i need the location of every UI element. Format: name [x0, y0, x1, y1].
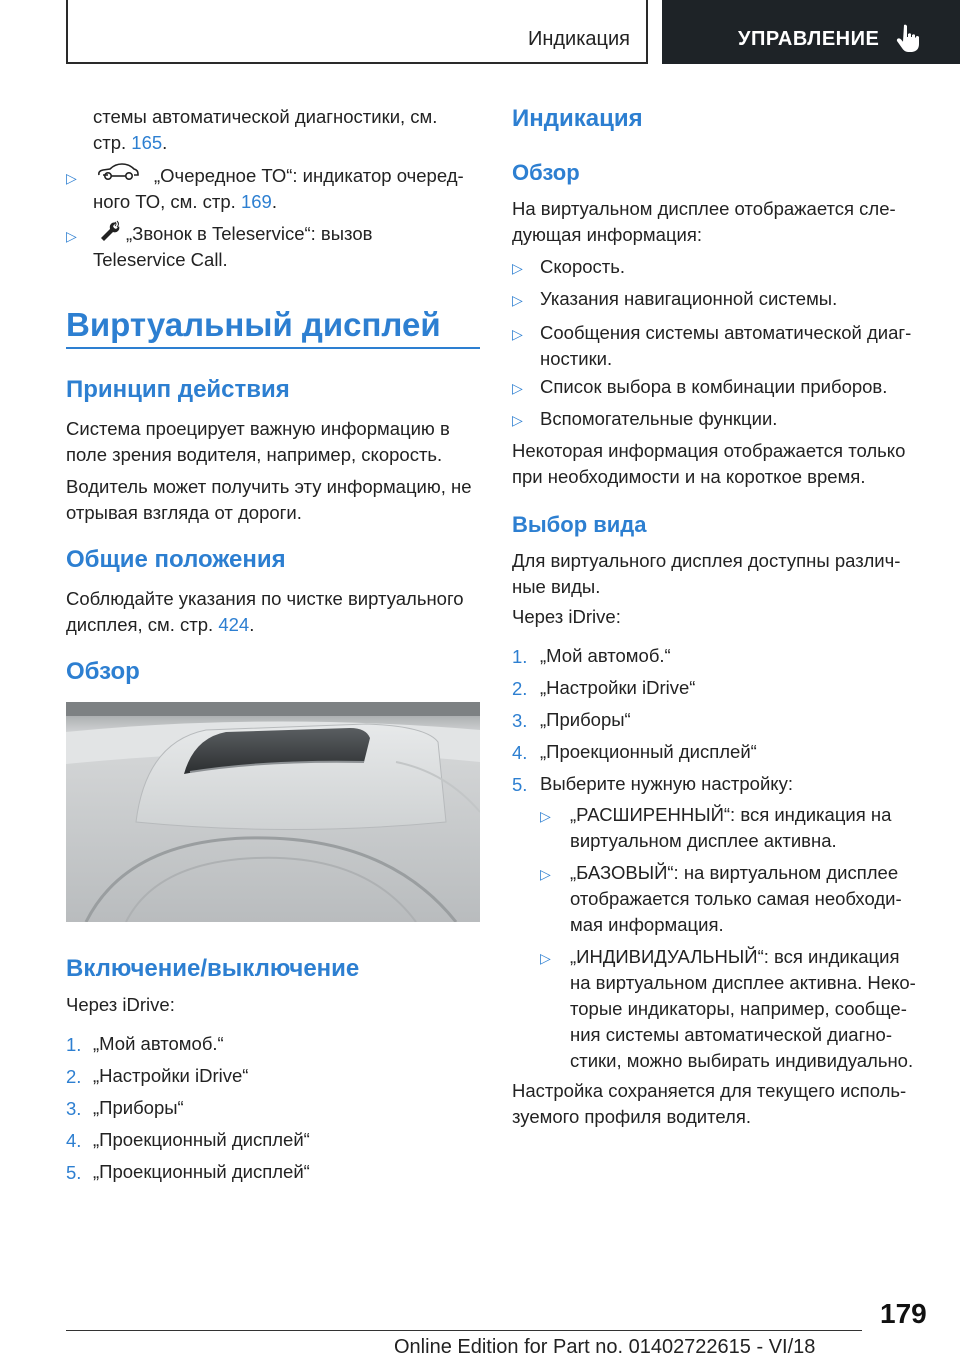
heading-principle: Принцип действия — [66, 376, 290, 403]
car-outline-icon — [96, 161, 140, 181]
step-text: „Приборы“ — [540, 709, 631, 730]
principle-text-1: Система проецирует важную информацию в — [66, 418, 450, 439]
bullet-triangle-icon: ▷ — [540, 808, 551, 824]
step-text: „Приборы“ — [93, 1097, 184, 1118]
wrench-call-icon — [98, 220, 120, 242]
overview-bullet-text: Сообщения системы автоматической диаг‐ — [540, 322, 912, 343]
step-text: „Проекционный дисплей“ — [93, 1161, 310, 1182]
step-number: 5. — [66, 1162, 82, 1183]
bullet-triangle-icon: ▷ — [540, 866, 551, 882]
header-chapter-title: УПРАВЛЕНИЕ — [738, 28, 880, 50]
note-text-1: Некоторая информация отображается только — [512, 440, 906, 461]
page-link-169[interactable]: 169 — [240, 191, 272, 212]
step-number: 2. — [66, 1066, 82, 1087]
principle-text-2: поле зрения водителя, например, скорость. — [66, 444, 443, 465]
heading-overview-left: Обзор — [66, 658, 140, 685]
step-text: „Мой автомоб.“ — [93, 1033, 224, 1054]
general-text-2: дисплея, см. стр. 424. — [66, 614, 255, 635]
bullet-triangle-icon: ▷ — [512, 412, 523, 428]
view-option-text: „ИНДИВИДУАЛЬНЫЙ“: вся индикация — [570, 946, 900, 967]
step-number: 1. — [66, 1034, 82, 1055]
overview-bullet-text: Список выбора в комбинации приборов. — [540, 376, 888, 397]
bullet-triangle-icon: ▷ — [512, 380, 523, 396]
saved-text-2: зуемого профиля водителя. — [512, 1106, 752, 1127]
step-number: 4. — [512, 742, 528, 763]
teleservice-item-line2: Teleservice Call. — [93, 249, 228, 270]
step-text: „Проекционный дисплей“ — [93, 1129, 310, 1150]
general-text-1: Соблюдайте указания по чистке виртуального — [66, 588, 464, 609]
via-idrive-left: Через iDrive: — [66, 994, 175, 1015]
step-text: „Настройки iDrive“ — [93, 1065, 249, 1086]
view-option-text: „РАСШИРЕННЫЙ“: вся индикация на — [570, 804, 892, 825]
views-text-2: ные виды. — [512, 576, 601, 597]
step-text: Выберите нужную настройку: — [540, 773, 793, 794]
step-number: 4. — [66, 1130, 82, 1151]
view-option-text: стики, можно выбирать индивидуально. — [570, 1050, 914, 1071]
view-option-text: торые индикаторы, например, сообще‐ — [570, 998, 907, 1019]
view-option-text: отображается только самая необходи‐ — [570, 888, 902, 909]
view-option-text: виртуальном дисплее активна. — [570, 830, 837, 851]
overview-bullet-text: Скорость. — [540, 256, 626, 277]
overview-bullet-text: Вспомогательные функции. — [540, 408, 778, 429]
via-idrive-right: Через iDrive: — [512, 606, 621, 627]
bullet-triangle-icon: ▷ — [66, 228, 77, 244]
bullet-triangle-icon: ▷ — [512, 326, 523, 342]
page-link-424[interactable]: 424 — [218, 614, 250, 635]
step-text: „Проекционный дисплей“ — [540, 741, 757, 762]
principle-text-3: Водитель может получить эту информацию, не — [66, 476, 472, 497]
step-number: 2. — [512, 678, 528, 699]
note-text-2: при необходимости и на короткое время. — [512, 466, 866, 487]
view-option-text: на виртуальном дисплее активна. Неко‐ — [570, 972, 916, 993]
pointing-hand-icon — [892, 22, 924, 54]
view-option-text: „БАЗОВЫЙ“: на виртуальном дисплее — [570, 862, 899, 883]
header-section-tab — [66, 0, 648, 64]
heading-general: Общие положения — [66, 546, 286, 573]
heading-overview-right: Обзор — [512, 160, 580, 185]
heading-on-off: Включение/выключение — [66, 955, 360, 982]
principle-text-4: отрывая взгляда от дороги. — [66, 502, 302, 523]
header-section-title: Индикация — [527, 28, 630, 50]
heading-view-select: Выбор вида — [512, 512, 647, 537]
step-number: 5. — [512, 774, 528, 795]
footer-divider — [66, 1330, 862, 1331]
heading-indication: Индикация — [512, 105, 643, 132]
heading-virtual-display: Виртуальный дисплей — [66, 306, 441, 343]
continuation-text: стемы автоматической диагностики, см. — [93, 106, 438, 127]
step-text: „Мой автомоб.“ — [540, 645, 671, 666]
step-text: „Настройки iDrive“ — [540, 677, 696, 698]
footer-edition: Online Edition for Part no. 01402722615 - VI/18 — [394, 1336, 816, 1358]
head-up-display-photo — [66, 702, 480, 922]
header-chapter-tab — [662, 0, 960, 64]
overview-bullet-text: Указания навигационной системы. — [540, 288, 838, 309]
step-number: 3. — [512, 710, 528, 731]
saved-text-1: Настройка сохраняется для текущего исполь‐ — [512, 1080, 907, 1101]
service-item-line1: „Очередное ТО“: индикатор очеред‐ — [154, 165, 464, 186]
heading-underline — [66, 347, 480, 349]
bullet-triangle-icon: ▷ — [512, 260, 523, 276]
views-text-1: Для виртуального дисплея доступны различ‐ — [512, 550, 901, 571]
page-number: 179 — [880, 1298, 927, 1329]
view-option-text: ния системы автоматической диагно‐ — [570, 1024, 892, 1045]
view-option-text: мая информация. — [570, 914, 724, 935]
bullet-triangle-icon: ▷ — [512, 292, 523, 308]
overview-intro-1: На виртуальном дисплее отображается сле‐ — [512, 198, 896, 219]
page-link-165[interactable]: 165 — [131, 132, 163, 153]
step-number: 1. — [512, 646, 528, 667]
bullet-triangle-icon: ▷ — [540, 950, 551, 966]
step-number: 3. — [66, 1098, 82, 1119]
teleservice-item-line1: „Звонок в Teleservice“: вызов — [126, 223, 373, 244]
service-item-line2: ного ТО, см. стр. 169. — [93, 191, 277, 212]
continuation-text-2: стр. 165. — [93, 132, 168, 153]
overview-bullet-text-cont: ностики. — [540, 348, 613, 369]
bullet-triangle-icon: ▷ — [66, 170, 77, 186]
overview-intro-2: дующая информация: — [512, 224, 703, 245]
